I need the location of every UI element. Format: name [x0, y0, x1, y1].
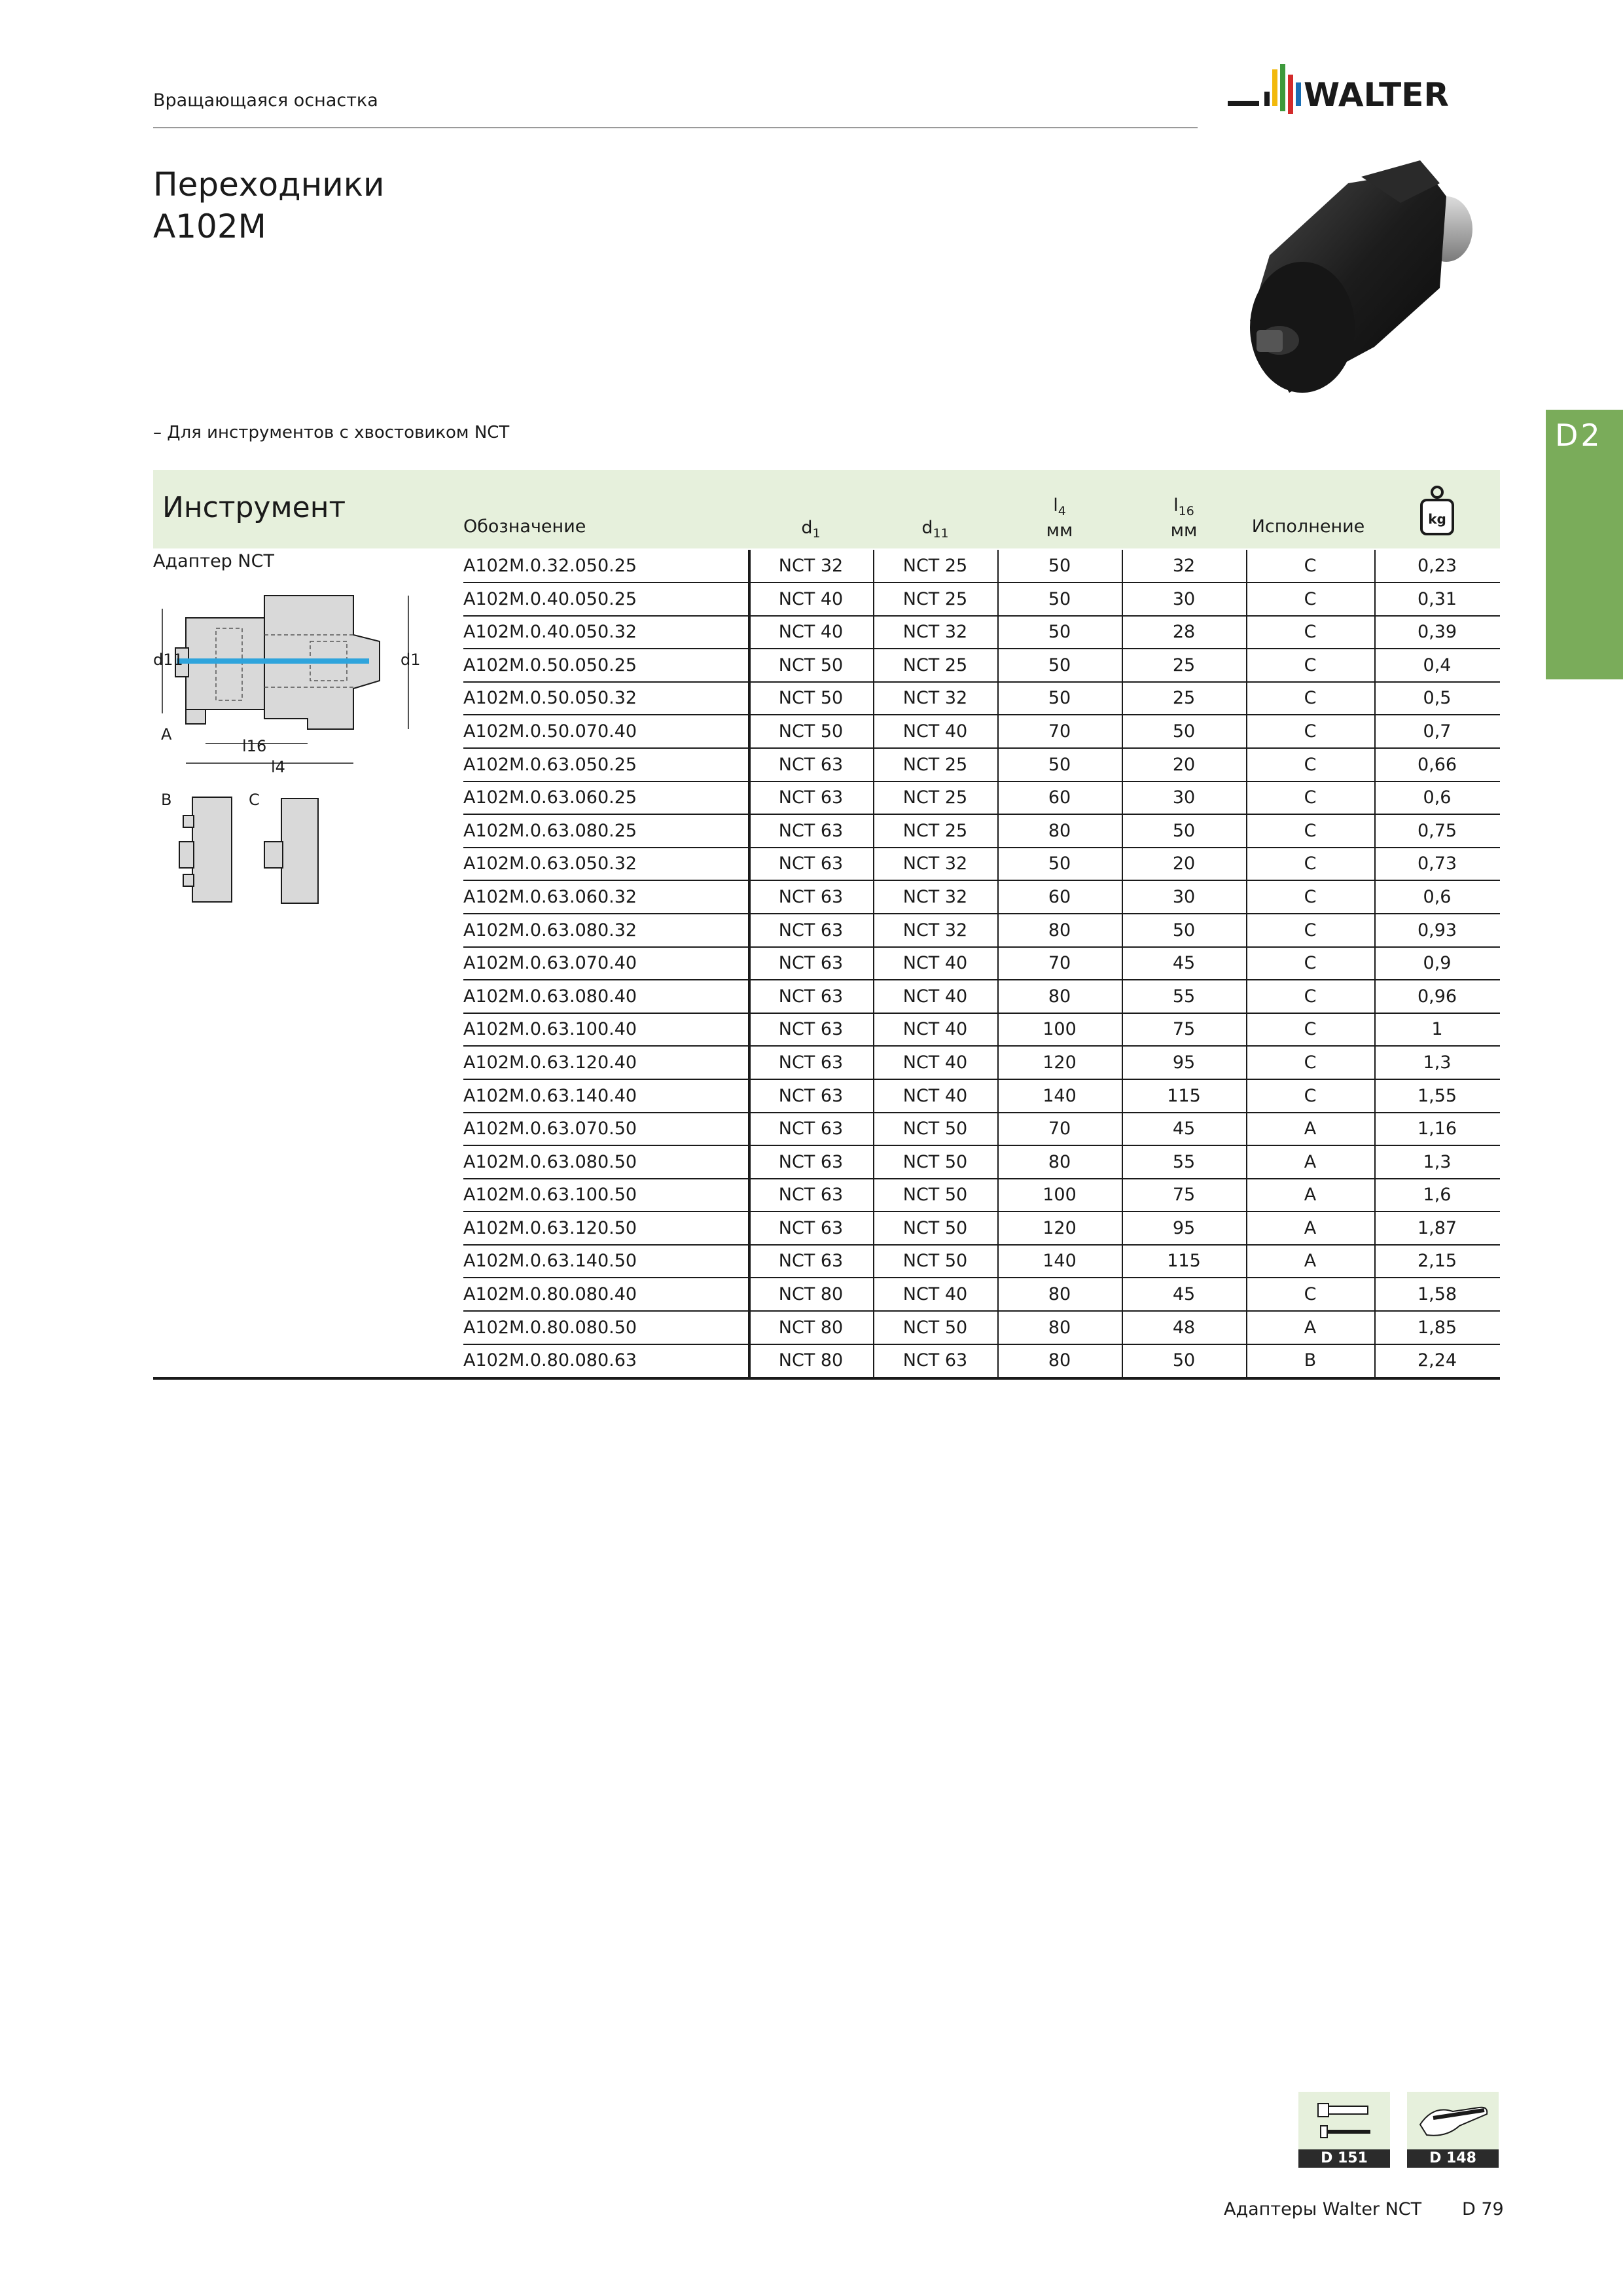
cell-l16: 95 — [1172, 1217, 1196, 1238]
cell-d1: NCT 63 — [778, 886, 844, 907]
svg-text:d1: d1 — [401, 651, 421, 669]
cell-weight: 1,6 — [1423, 1185, 1452, 1206]
wrench-hand-icon — [1407, 2092, 1499, 2149]
table-row — [153, 583, 1500, 617]
cell-l4: 50 — [1048, 556, 1071, 576]
page-title — [153, 164, 385, 247]
table-row — [153, 1146, 1500, 1179]
cell-code: A102M.0.63.050.25 — [463, 754, 637, 775]
table-row — [153, 881, 1500, 914]
cell-l16: 48 — [1172, 1317, 1196, 1338]
table-row — [153, 980, 1500, 1014]
cell-weight: 0,7 — [1423, 721, 1452, 742]
cell-execution: A — [1304, 1251, 1317, 1272]
cell-d1: NCT 63 — [778, 820, 844, 841]
cell-weight: 0,96 — [1417, 986, 1457, 1007]
cell-l4: 50 — [1048, 588, 1071, 609]
cell-execution: A — [1304, 1151, 1317, 1172]
cell-code: A102M.0.63.080.50 — [463, 1151, 637, 1172]
cell-execution: C — [1304, 886, 1317, 907]
cell-execution: C — [1304, 754, 1317, 775]
cell-weight: 0,6 — [1423, 886, 1452, 907]
cell-d11: NCT 32 — [902, 853, 968, 874]
svg-text:A: A — [161, 725, 172, 744]
cell-d11: NCT 32 — [902, 688, 968, 709]
cell-execution: C — [1304, 1284, 1317, 1305]
cell-weight: 1,85 — [1417, 1317, 1457, 1338]
cell-execution: A — [1304, 1119, 1317, 1139]
cell-d11: NCT 40 — [902, 721, 968, 742]
cell-code: A102M.0.63.120.50 — [463, 1217, 637, 1238]
table-row — [153, 815, 1500, 848]
cell-l4: 50 — [1048, 655, 1071, 675]
cell-d1: NCT 63 — [778, 1085, 844, 1106]
cell-d1: NCT 40 — [778, 588, 844, 609]
page-number: D 79 — [1462, 2199, 1504, 2219]
cell-code: A102M.0.63.070.40 — [463, 953, 637, 974]
cell-d11: NCT 40 — [902, 986, 968, 1007]
screw-icon — [1298, 2092, 1390, 2149]
cell-execution: C — [1304, 1019, 1317, 1040]
cell-d1: NCT 63 — [778, 1185, 844, 1206]
column-header-d11: $d_{11}$ — [921, 518, 949, 541]
cell-weight: 1,16 — [1417, 1119, 1457, 1139]
cell-l4: 70 — [1048, 953, 1071, 974]
cell-execution: C — [1304, 1085, 1317, 1106]
cell-d1: NCT 63 — [778, 1217, 844, 1238]
cell-execution: A — [1304, 1317, 1317, 1338]
table-row — [153, 1245, 1500, 1278]
cell-execution: C — [1304, 622, 1317, 643]
cell-code: A102M.0.63.080.32 — [463, 920, 637, 941]
product-table — [153, 550, 1500, 1378]
cell-execution: C — [1304, 820, 1317, 841]
cell-d1: NCT 80 — [778, 1284, 844, 1305]
cell-code: A102M.0.50.050.32 — [463, 688, 637, 709]
cell-code: A102M.0.40.050.32 — [463, 622, 637, 643]
table-row — [153, 550, 1500, 583]
cell-d1: NCT 63 — [778, 1251, 844, 1272]
cell-weight: 0,93 — [1417, 920, 1457, 941]
cell-d1: NCT 32 — [778, 556, 844, 576]
cell-execution: C — [1304, 953, 1317, 974]
cell-d1: NCT 63 — [778, 920, 844, 941]
cell-d11: NCT 32 — [902, 920, 968, 941]
table-row — [153, 1212, 1500, 1246]
column-header-d1: $d_1$ — [801, 518, 821, 541]
cell-l16: 50 — [1172, 721, 1196, 742]
cell-l16: 115 — [1167, 1251, 1201, 1272]
column-header-execution: Исполнение — [1251, 516, 1365, 537]
cell-d1: NCT 63 — [778, 953, 844, 974]
table-row — [153, 781, 1500, 815]
cell-l16: 20 — [1172, 754, 1196, 775]
cell-l16: 55 — [1172, 1151, 1196, 1172]
cell-l16: 50 — [1172, 1350, 1196, 1371]
table-row — [153, 715, 1500, 749]
cell-l16: 45 — [1172, 953, 1196, 974]
table-row — [153, 1312, 1500, 1345]
svg-text:C: C — [249, 791, 260, 809]
cell-d1: NCT 50 — [778, 688, 844, 709]
header-divider — [153, 127, 1198, 128]
cell-execution: B — [1304, 1350, 1317, 1371]
cell-l4: 50 — [1048, 688, 1071, 709]
cell-d11: NCT 40 — [902, 1052, 968, 1073]
title-line-1: Переходники — [153, 166, 385, 204]
cell-d11: NCT 25 — [902, 820, 968, 841]
cell-l4: 80 — [1048, 820, 1071, 841]
cell-d1: NCT 40 — [778, 622, 844, 643]
cell-code: A102M.0.63.140.50 — [463, 1251, 637, 1272]
cell-execution: C — [1304, 1052, 1317, 1073]
cell-l4: 50 — [1048, 622, 1071, 643]
cell-l4: 100 — [1043, 1185, 1077, 1206]
cell-weight: 0,75 — [1417, 820, 1457, 841]
cell-code: A102M.0.50.070.40 — [463, 721, 637, 742]
cell-l4: 80 — [1048, 1151, 1071, 1172]
cell-code: A102M.0.63.080.25 — [463, 820, 637, 841]
cell-code: A102M.0.63.120.40 — [463, 1052, 637, 1073]
cell-code: A102M.0.40.050.25 — [463, 588, 637, 609]
cell-d1: NCT 63 — [778, 787, 844, 808]
cell-l4: 80 — [1048, 1284, 1071, 1305]
cell-weight: 0,4 — [1423, 655, 1452, 675]
cell-l16: 75 — [1172, 1019, 1196, 1040]
cell-l16: 55 — [1172, 986, 1196, 1007]
reference-d151[interactable] — [1298, 2092, 1390, 2168]
table-row — [153, 649, 1500, 683]
reference-d148[interactable] — [1407, 2092, 1499, 2168]
cell-weight: 0,23 — [1417, 556, 1457, 576]
cell-l4: 100 — [1043, 1019, 1077, 1040]
cell-d11: NCT 32 — [902, 886, 968, 907]
cell-weight: 1,3 — [1423, 1052, 1452, 1073]
cell-l16: 115 — [1167, 1085, 1201, 1106]
cell-l4: 80 — [1048, 986, 1071, 1007]
cell-code: A102M.0.50.050.25 — [463, 655, 637, 675]
table-row — [153, 947, 1500, 980]
cell-weight: 2,15 — [1417, 1251, 1457, 1272]
cell-d11: NCT 50 — [902, 1151, 968, 1172]
column-header-l4: $l_4$ мм — [1046, 495, 1073, 541]
cell-l4: 70 — [1048, 1119, 1071, 1139]
footer-text: Адаптеры Walter NCT — [1224, 2199, 1422, 2219]
svg-text:l16: l16 — [242, 737, 267, 755]
cell-l4: 120 — [1043, 1052, 1077, 1073]
product-photo — [1230, 157, 1518, 406]
reference-label: D 148 — [1407, 2149, 1499, 2168]
cell-l16: 20 — [1172, 853, 1196, 874]
cell-l4: 60 — [1048, 886, 1071, 907]
cell-weight: 0,5 — [1423, 688, 1452, 709]
cell-d11: NCT 25 — [902, 655, 968, 675]
cell-code: A102M.0.80.080.40 — [463, 1284, 637, 1305]
cell-l16: 25 — [1172, 688, 1196, 709]
cell-d1: NCT 63 — [778, 1119, 844, 1139]
cell-d11: NCT 63 — [902, 1350, 968, 1371]
cell-d1: NCT 80 — [778, 1350, 844, 1371]
cell-l4: 50 — [1048, 754, 1071, 775]
cell-d11: NCT 40 — [902, 953, 968, 974]
weight-icon — [1419, 483, 1455, 539]
table-row — [153, 616, 1500, 649]
cell-code: A102M.0.63.080.40 — [463, 986, 637, 1007]
svg-text:d11: d11 — [153, 651, 183, 669]
table-row — [153, 1113, 1500, 1146]
feature-text: – Для инструментов с хвостовиком NCT — [153, 423, 510, 442]
cell-weight: 0,73 — [1417, 853, 1457, 874]
cell-code: A102M.0.63.100.40 — [463, 1019, 637, 1040]
cell-d11: NCT 25 — [902, 556, 968, 576]
cell-l16: 32 — [1172, 556, 1196, 576]
cell-d11: NCT 40 — [902, 1019, 968, 1040]
column-header-l16: $l_{16}$ мм — [1170, 495, 1198, 541]
table-row — [153, 1047, 1500, 1080]
section-label: Вращающаяся оснастка — [153, 90, 378, 111]
cell-d11: NCT 50 — [902, 1317, 968, 1338]
cell-l16: 28 — [1172, 622, 1196, 643]
cell-weight: 1,58 — [1417, 1284, 1457, 1305]
cell-code: A102M.0.63.050.32 — [463, 853, 637, 874]
cell-execution: C — [1304, 986, 1317, 1007]
cell-l16: 30 — [1172, 787, 1196, 808]
cell-weight: 1,87 — [1417, 1217, 1457, 1238]
cell-weight: 0,31 — [1417, 588, 1457, 609]
cell-execution: A — [1304, 1217, 1317, 1238]
cell-d11: NCT 32 — [902, 622, 968, 643]
brand-text: WALTER — [1304, 76, 1449, 114]
table-row — [153, 1013, 1500, 1047]
table-row — [153, 1344, 1500, 1378]
cell-weight: 0,9 — [1423, 953, 1452, 974]
cell-execution: A — [1304, 1185, 1317, 1206]
cell-execution: C — [1304, 721, 1317, 742]
cell-l4: 50 — [1048, 853, 1071, 874]
cell-d11: NCT 40 — [902, 1085, 968, 1106]
cell-d1: NCT 80 — [778, 1317, 844, 1338]
cell-d11: NCT 40 — [902, 1284, 968, 1305]
svg-text:B: B — [161, 791, 172, 809]
cell-code: A102M.0.63.060.32 — [463, 886, 637, 907]
cell-execution: C — [1304, 588, 1317, 609]
table-row — [153, 1179, 1500, 1212]
table-row — [153, 1278, 1500, 1312]
chapter-tab-d2[interactable] — [1546, 410, 1623, 679]
cell-d1: NCT 63 — [778, 1019, 844, 1040]
cell-d11: NCT 25 — [902, 754, 968, 775]
cell-d1: NCT 63 — [778, 1151, 844, 1172]
table-section-title: Инструмент — [162, 491, 346, 524]
cell-d1: NCT 50 — [778, 655, 844, 675]
svg-text:kg: kg — [1428, 511, 1446, 527]
table-row — [153, 749, 1500, 782]
table-row — [153, 848, 1500, 881]
cell-code: A102M.0.63.100.50 — [463, 1185, 637, 1206]
cell-l4: 70 — [1048, 721, 1071, 742]
cell-d11: NCT 50 — [902, 1251, 968, 1272]
adapter-label: Адаптер NCT — [153, 551, 274, 571]
cell-d1: NCT 50 — [778, 721, 844, 742]
cell-execution: C — [1304, 556, 1317, 576]
table-row — [153, 914, 1500, 948]
cell-l4: 120 — [1043, 1217, 1077, 1238]
table-bottom-rule — [153, 1377, 1500, 1380]
cell-weight: 0,39 — [1417, 622, 1457, 643]
cell-d1: NCT 63 — [778, 986, 844, 1007]
cell-l4: 140 — [1043, 1085, 1077, 1106]
cell-code: A102M.0.63.070.50 — [463, 1119, 637, 1139]
cell-weight: 0,66 — [1417, 754, 1457, 775]
walter-logo — [1228, 60, 1503, 128]
cell-execution: C — [1304, 920, 1317, 941]
table-row — [153, 1080, 1500, 1113]
cell-execution: C — [1304, 688, 1317, 709]
cell-l16: 30 — [1172, 588, 1196, 609]
cell-l4: 80 — [1048, 1350, 1071, 1371]
cell-execution: C — [1304, 853, 1317, 874]
cell-d11: NCT 50 — [902, 1119, 968, 1139]
cell-l16: 45 — [1172, 1284, 1196, 1305]
cell-l16: 30 — [1172, 886, 1196, 907]
cell-code: A102M.0.80.080.50 — [463, 1317, 637, 1338]
cell-l16: 50 — [1172, 920, 1196, 941]
reference-label: D 151 — [1298, 2149, 1390, 2168]
cell-execution: C — [1304, 655, 1317, 675]
cell-l16: 25 — [1172, 655, 1196, 675]
cell-d1: NCT 63 — [778, 1052, 844, 1073]
cell-weight: 0,6 — [1423, 787, 1452, 808]
svg-text:l4: l4 — [271, 758, 285, 776]
title-line-2: A102M — [153, 207, 266, 245]
cell-l4: 80 — [1048, 1317, 1071, 1338]
cell-weight: 1,55 — [1417, 1085, 1457, 1106]
cell-code: A102M.0.63.140.40 — [463, 1085, 637, 1106]
cell-d11: NCT 50 — [902, 1217, 968, 1238]
cell-l16: 45 — [1172, 1119, 1196, 1139]
cell-d1: NCT 63 — [778, 853, 844, 874]
cell-l4: 60 — [1048, 787, 1071, 808]
cell-d11: NCT 50 — [902, 1185, 968, 1206]
cell-l16: 75 — [1172, 1185, 1196, 1206]
cell-weight: 1 — [1431, 1019, 1443, 1040]
cell-code: A102M.0.32.050.25 — [463, 556, 637, 576]
cell-execution: C — [1304, 787, 1317, 808]
cell-d11: NCT 25 — [902, 588, 968, 609]
cell-d1: NCT 63 — [778, 754, 844, 775]
chapter-tab-label: D2 — [1555, 418, 1603, 453]
cell-code: A102M.0.80.080.63 — [463, 1350, 637, 1371]
column-header-code: Обозначение — [463, 516, 586, 537]
cell-l16: 95 — [1172, 1052, 1196, 1073]
cell-l4: 140 — [1043, 1251, 1077, 1272]
cell-d11: NCT 25 — [902, 787, 968, 808]
cell-code: A102M.0.63.060.25 — [463, 787, 637, 808]
cell-l4: 80 — [1048, 920, 1071, 941]
table-row — [153, 682, 1500, 715]
cell-weight: 2,24 — [1417, 1350, 1457, 1371]
cell-l16: 50 — [1172, 820, 1196, 841]
cell-weight: 1,3 — [1423, 1151, 1452, 1172]
